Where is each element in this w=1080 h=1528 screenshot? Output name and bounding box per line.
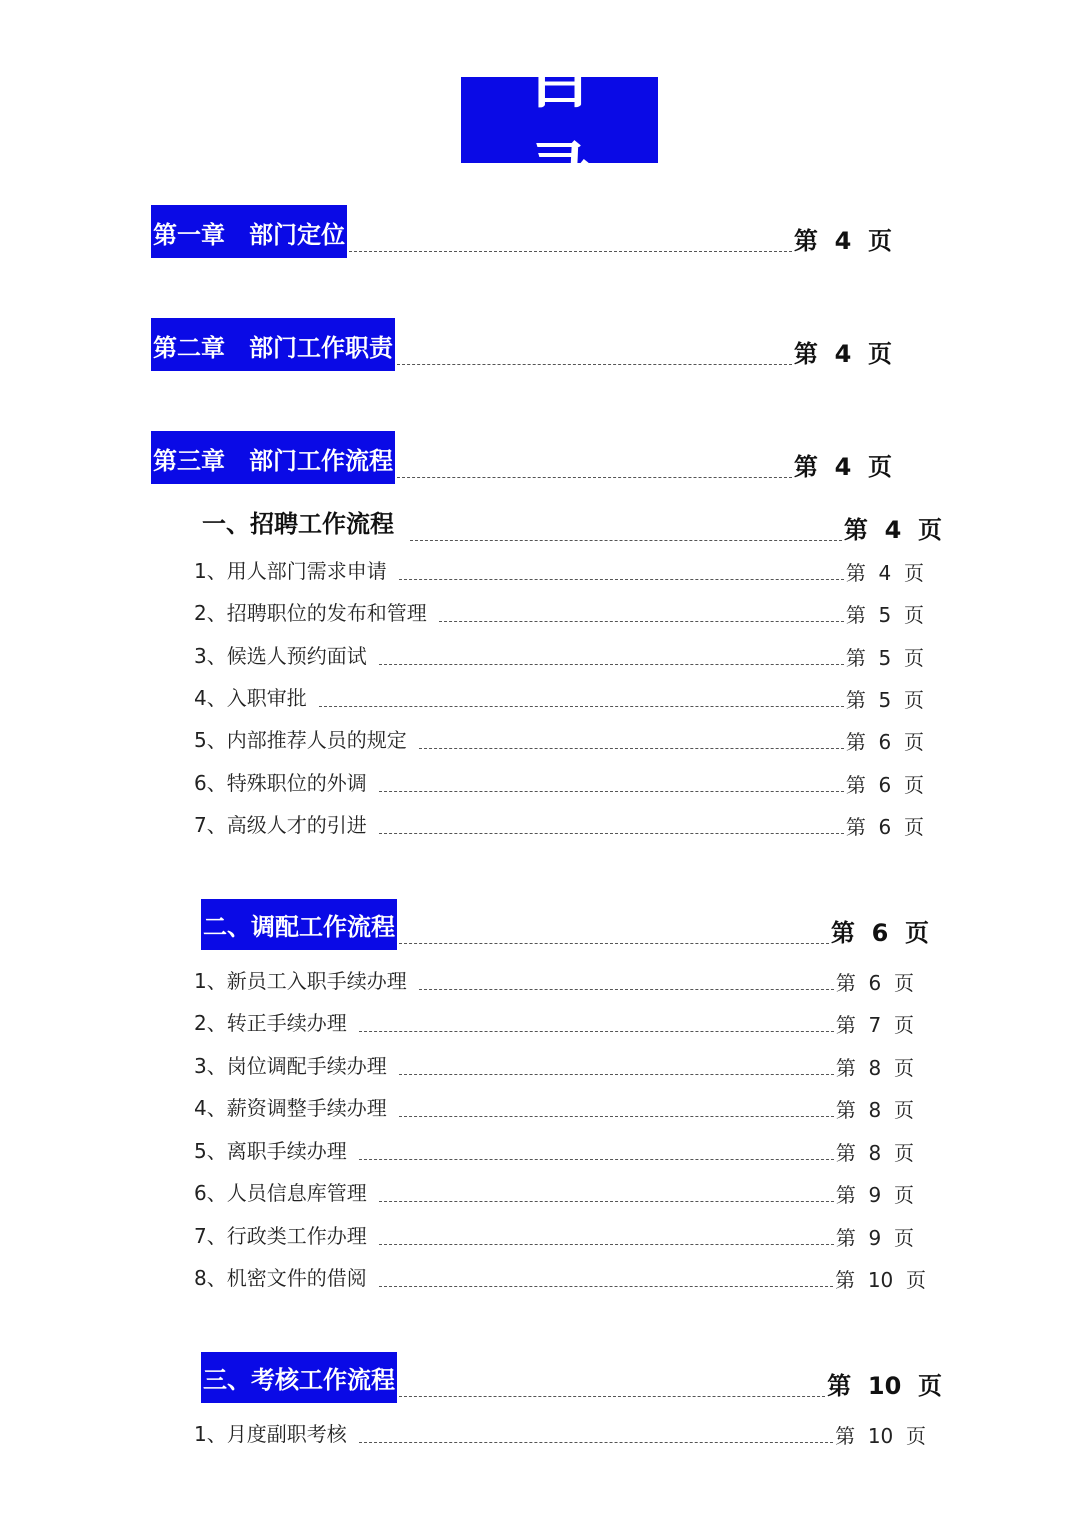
leader-dots (419, 748, 844, 749)
leader-dots (439, 621, 844, 622)
toc-item-label: 4、入职审批 (194, 686, 307, 710)
leader-dots (419, 989, 834, 990)
chapter-page: 第 4 页 (793, 227, 892, 255)
toc-item[interactable] (194, 680, 924, 713)
toc-item[interactable] (194, 1260, 926, 1293)
toc-item-label: 1、用人部门需求申请 (194, 559, 387, 583)
leader-dots (359, 1031, 834, 1032)
toc-item-label: 8、机密文件的借阅 (194, 1266, 367, 1290)
toc-item[interactable] (194, 638, 924, 671)
leader-dots (379, 1201, 834, 1202)
toc-item-page: 第 5 页 (845, 603, 924, 627)
toc-item[interactable] (194, 1416, 926, 1449)
toc-item[interactable] (194, 722, 924, 755)
leader-dots (379, 791, 844, 792)
section-page: 第 4 页 (843, 516, 942, 544)
toc-item[interactable] (194, 1048, 914, 1081)
toc-item-page: 第 8 页 (835, 1098, 914, 1122)
leader-dots (399, 1396, 825, 1397)
section-page: 第 10 页 (827, 1372, 942, 1400)
toc-item-page: 第 5 页 (845, 688, 924, 712)
toc-item-page: 第 9 页 (835, 1226, 914, 1250)
section-label: 二、调配工作流程 (201, 899, 397, 950)
toc-item-page: 第 9 页 (835, 1183, 914, 1207)
toc-item-page: 第 6 页 (835, 971, 914, 995)
leader-dots (399, 943, 829, 944)
leader-dots (379, 664, 844, 665)
toc-item-label: 2、转正手续办理 (194, 1011, 347, 1035)
chapter-label: 第一章 部门定位 (151, 205, 347, 258)
toc-item[interactable] (194, 1175, 914, 1208)
toc-item-page: 第 5 页 (845, 646, 924, 670)
toc-item-label: 3、候选人预约面试 (194, 644, 367, 668)
section-label: 一、招聘工作流程 (202, 510, 394, 538)
leader-dots (397, 364, 792, 365)
chapter-row[interactable] (151, 318, 892, 371)
toc-item-label: 5、离职手续办理 (194, 1139, 347, 1163)
section-row[interactable] (201, 899, 929, 950)
toc-item-label: 2、招聘职位的发布和管理 (194, 601, 427, 625)
leader-dots (379, 833, 844, 834)
toc-title-text: 目 录 (526, 40, 725, 212)
section-row[interactable] (200, 496, 942, 547)
chapter-page: 第 4 页 (793, 340, 892, 368)
toc-item-label: 7、行政类工作办理 (194, 1224, 367, 1248)
leader-dots (410, 540, 842, 541)
toc-item-label: 7、高级人才的引进 (194, 813, 367, 837)
toc-item-page: 第 10 页 (835, 1268, 926, 1292)
chapter-row[interactable] (151, 205, 892, 258)
section-row[interactable] (201, 1352, 942, 1403)
toc-item-label: 4、薪资调整手续办理 (194, 1096, 387, 1120)
leader-dots (359, 1442, 833, 1443)
toc-item[interactable] (194, 1133, 914, 1166)
toc-item-label: 6、特殊职位的外调 (194, 771, 367, 795)
toc-item-label: 1、月度副职考核 (194, 1422, 347, 1446)
toc-item-page: 第 6 页 (845, 773, 924, 797)
toc-item-page: 第 10 页 (835, 1424, 926, 1448)
toc-item[interactable] (194, 1005, 914, 1038)
toc-item[interactable] (194, 595, 924, 628)
toc-item[interactable] (194, 807, 924, 840)
toc-item-page: 第 6 页 (845, 815, 924, 839)
chapter-row[interactable] (151, 431, 892, 484)
toc-item-page: 第 6 页 (845, 730, 924, 754)
toc-item[interactable] (194, 553, 924, 586)
toc-item-page: 第 7 页 (835, 1013, 914, 1037)
toc-item-label: 6、人员信息库管理 (194, 1181, 367, 1205)
toc-item-page: 第 8 页 (835, 1141, 914, 1165)
section-label: 三、考核工作流程 (201, 1352, 397, 1403)
leader-dots (399, 579, 844, 580)
toc-title (461, 40, 725, 212)
toc-item-page: 第 4 页 (845, 561, 924, 585)
chapter-label: 第二章 部门工作职责 (151, 318, 395, 371)
toc-item[interactable] (194, 765, 924, 798)
section-page: 第 6 页 (830, 919, 929, 947)
leader-dots (349, 251, 792, 252)
leader-dots (379, 1244, 834, 1245)
leader-dots (359, 1159, 834, 1160)
leader-dots (397, 477, 792, 478)
leader-dots (399, 1116, 834, 1117)
toc-item-page: 第 8 页 (835, 1056, 914, 1080)
leader-dots (319, 706, 844, 707)
toc-item-label: 1、新员工入职手续办理 (194, 969, 407, 993)
leader-dots (379, 1286, 833, 1287)
toc-item-label: 3、岗位调配手续办理 (194, 1054, 387, 1078)
toc-item[interactable] (194, 963, 914, 996)
leader-dots (399, 1074, 834, 1075)
toc-item[interactable] (194, 1090, 914, 1123)
chapter-label: 第三章 部门工作流程 (151, 431, 395, 484)
chapter-page: 第 4 页 (793, 453, 892, 481)
toc-item-label: 5、内部推荐人员的规定 (194, 728, 407, 752)
toc-item[interactable] (194, 1218, 914, 1251)
